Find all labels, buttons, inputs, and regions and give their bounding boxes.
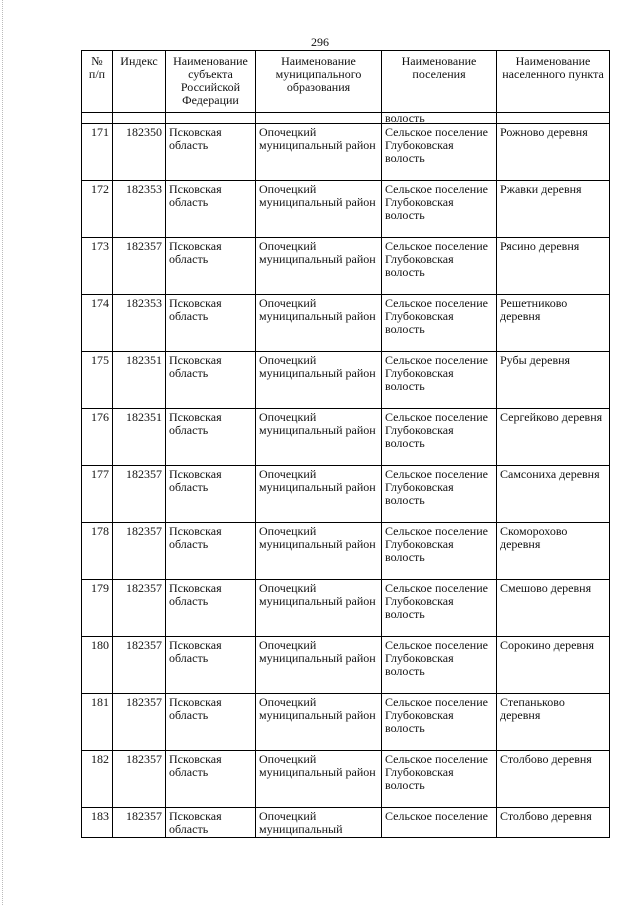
cell-subject: Псковская область	[166, 694, 256, 751]
cell-index: 182350	[113, 124, 166, 181]
cell-index: 182357	[113, 580, 166, 637]
cell-subject: Псковская область	[166, 523, 256, 580]
cell-locality: Рясино деревня	[497, 238, 610, 295]
header-subject: Наименование субъекта Российской Федерации	[166, 51, 256, 113]
cell-locality: Столбово деревня	[497, 751, 610, 808]
cell-municipality: Опочецкий муниципальный район	[256, 580, 382, 637]
cell-municipality: Опочецкий муниципальный район	[256, 295, 382, 352]
cell-municipality: Опочецкий муниципальный район	[256, 637, 382, 694]
header-locality: Наименование населенного пункта	[497, 51, 610, 113]
cell-subject: Псковская область	[166, 352, 256, 409]
cell-settlement: Сельское поселение Глубоковская волость	[382, 181, 497, 238]
cell-subject: Псковская область	[166, 238, 256, 295]
cell-municipality: Опочецкий муниципальный район	[256, 238, 382, 295]
header-settlement: Наименование поселения	[382, 51, 497, 113]
cell-settlement: Сельское поселение Глубоковская волость	[382, 352, 497, 409]
cell-subject: Псковская область	[166, 181, 256, 238]
cell-locality: Скоморохово деревня	[497, 523, 610, 580]
settlements-table	[81, 50, 610, 838]
cell-subject: Псковская область	[166, 466, 256, 523]
cell-locality: Ржавки деревня	[497, 181, 610, 238]
cell-num: 181	[82, 694, 113, 751]
cell-settlement: Сельское поселение Глубоковская волость	[382, 694, 497, 751]
page-number: 296	[311, 35, 329, 49]
table-row	[82, 466, 610, 523]
cell-num: 173	[82, 238, 113, 295]
header-municipality: Наименование муниципального образования	[256, 51, 382, 113]
table-row	[82, 352, 610, 409]
cell-locality: Рожново деревня	[497, 124, 610, 181]
cell-num: 172	[82, 181, 113, 238]
table-row	[82, 694, 610, 751]
table-row	[82, 409, 610, 466]
cell-index: 182353	[113, 181, 166, 238]
cell-locality: Сергейково деревня	[497, 409, 610, 466]
cell-subject: Псковская область	[166, 295, 256, 352]
table-row	[82, 523, 610, 580]
cell-index: 182357	[113, 466, 166, 523]
cell-num: 171	[82, 124, 113, 181]
cell-num: 180	[82, 637, 113, 694]
cell-num: 182	[82, 751, 113, 808]
table-row	[82, 238, 610, 295]
cell-settlement: Сельское поселение Глубоковская волость	[382, 580, 497, 637]
cell-num: 176	[82, 409, 113, 466]
cell-municipality: Опочецкий муниципальный район	[256, 523, 382, 580]
cell-municipality: Опочецкий муниципальный	[256, 808, 382, 838]
cell-index: 182351	[113, 409, 166, 466]
scan-edge-marks	[2, 0, 5, 905]
cell-index: 182353	[113, 295, 166, 352]
cell-municipality: Опочецкий муниципальный район	[256, 751, 382, 808]
table-row	[82, 295, 610, 352]
cell-settlement: Сельское поселение Глубоковская волость	[382, 751, 497, 808]
cell-num: 175	[82, 352, 113, 409]
cell-subject: Псковская область	[166, 751, 256, 808]
header-num: № п/п	[82, 51, 113, 113]
table-row	[82, 580, 610, 637]
table-header-row	[82, 51, 610, 113]
cell-locality: Рубы деревня	[497, 352, 610, 409]
cell-municipality: Опочецкий муниципальный район	[256, 409, 382, 466]
cell-num: 183	[82, 808, 113, 838]
cell-settlement: Сельское поселение Глубоковская волость	[382, 124, 497, 181]
cell-subject: Псковская область	[166, 808, 256, 838]
cell-settlement: Сельское поселение Глубоковская волость	[382, 637, 497, 694]
cell-municipality: Опочецкий муниципальный район	[256, 466, 382, 523]
table-row	[82, 751, 610, 808]
cell-index: 182357	[113, 523, 166, 580]
cell-index: 182357	[113, 751, 166, 808]
cell-locality: Сорокино деревня	[497, 637, 610, 694]
cell-num: 177	[82, 466, 113, 523]
cell-index: 182357	[113, 808, 166, 838]
cell-municipality: Опочецкий муниципальный район	[256, 124, 382, 181]
cell-index: 182357	[113, 694, 166, 751]
cell-settlement: Сельское поселение Глубоковская волость	[382, 409, 497, 466]
cell-locality: Самсониха деревня	[497, 466, 610, 523]
continuation-row	[82, 113, 610, 124]
cell-locality: Смешово деревня	[497, 580, 610, 637]
table-row	[82, 124, 610, 181]
cell-subject: Псковская область	[166, 409, 256, 466]
cell-num: 174	[82, 295, 113, 352]
cell-subject: Псковская область	[166, 124, 256, 181]
continuation-cell: волость	[382, 113, 497, 124]
cell-subject: Псковская область	[166, 580, 256, 637]
cell-settlement: Сельское поселение Глубоковская волость	[382, 523, 497, 580]
cell-settlement: Сельское поселение Глубоковская волость	[382, 238, 497, 295]
cell-settlement: Сельское поселение	[382, 808, 497, 838]
cell-num: 178	[82, 523, 113, 580]
table-row	[82, 808, 610, 838]
cell-locality: Столбово деревня	[497, 808, 610, 838]
cell-locality: Решетниково деревня	[497, 295, 610, 352]
cell-num: 179	[82, 580, 113, 637]
cell-index: 182357	[113, 637, 166, 694]
table-row	[82, 637, 610, 694]
cell-index: 182351	[113, 352, 166, 409]
cell-index: 182357	[113, 238, 166, 295]
cell-subject: Псковская область	[166, 637, 256, 694]
cell-municipality: Опочецкий муниципальный район	[256, 352, 382, 409]
header-index: Индекс	[113, 51, 166, 113]
cell-municipality: Опочецкий муниципальный район	[256, 181, 382, 238]
table-row	[82, 181, 610, 238]
cell-locality: Степаньково деревня	[497, 694, 610, 751]
cell-municipality: Опочецкий муниципальный район	[256, 694, 382, 751]
cell-settlement: Сельское поселение Глубоковская волость	[382, 466, 497, 523]
cell-settlement: Сельское поселение Глубоковская волость	[382, 295, 497, 352]
